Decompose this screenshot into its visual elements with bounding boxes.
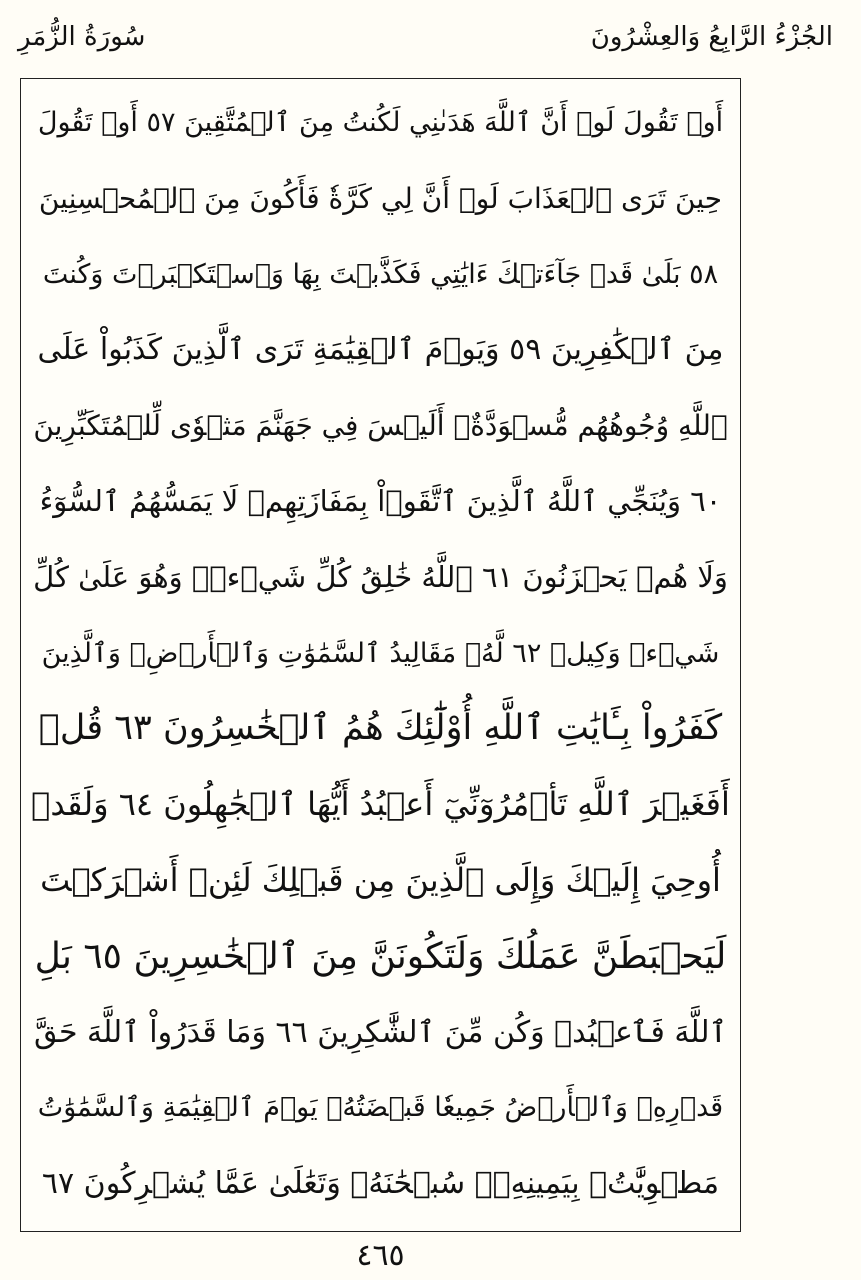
text-line: مِنَ ٱلۡكَٰفِرِينَ ٥٩ وَيَوۡمَ ٱلۡقِيَٰمَةِ تَرَى ٱلَّذِينَ كَذَبُواْ عَلَى <box>37 332 724 368</box>
text-line: أَوۡ تَقُولَ لَوۡ أَنَّ ٱللَّهَ هَدَىٰنِي لَكُنتُ مِنَ ٱلۡمُتَّقِينَ ٥٧ أَوۡ تَقُولَ <box>37 107 724 138</box>
text-line: ٱللَّهَ فَٱعۡبُدۡ وَكُن مِّنَ ٱلشَّٰكِرِينَ ٦٦ وَمَا قَدَرُواْ ٱللَّهَ حَقَّ <box>33 1014 728 1050</box>
text-line: شَيۡءٖ وَكِيلٞ ٦٢ لَّهُۥ مَقَالِيدُ ٱلسَّمَٰوَٰتِ وَٱلۡأَرۡضِۗ وَٱلَّذِينَ <box>41 637 720 669</box>
text-line: أَفَغَيۡرَ ٱللَّهِ تَأۡمُرُوٓنِّيٓ أَعۡبُدُ أَيُّهَا ٱلۡجَٰهِلُونَ ٦٤ وَلَقَدۡ <box>31 785 730 824</box>
page-number: ٤٦٥ <box>356 1238 405 1273</box>
juz-name: الجُزْءُ الرَّابِعُ وَالعِشْرُونَ <box>590 22 833 52</box>
text-line: لَيَحۡبَطَنَّ عَمَلُكَ وَلَتَكُونَنَّ مِنَ ٱلۡخَٰسِرِينَ ٦٥ بَلِ <box>34 935 727 977</box>
text-line: وَلَا هُمۡ يَحۡزَنُونَ ٦١ ٱللَّهُ خَٰلِقُ كُلِّ شَيۡءٖۖ وَهُوَ عَلَىٰ كُلِّ <box>33 559 728 594</box>
verse-lines <box>21 85 740 1222</box>
text-line: حِينَ تَرَى ٱلۡعَذَابَ لَوۡ أَنَّ لِي كَرَّةٗ فَأَكُونَ مِنَ ٱلۡمُحۡسِنِينَ <box>38 181 723 215</box>
text-line: ٦٠ وَيُنَجِّي ٱللَّهُ ٱلَّذِينَ ٱتَّقَوۡاْ بِمَفَازَتِهِمۡ لَا يَمَسُّهُمُ ٱلسُّوٓءُ <box>39 483 722 518</box>
text-line: ٱللَّهِ وُجُوهُهُم مُّسۡوَدَّةٌۚ أَلَيۡسَ فِي جَهَنَّمَ مَثۡوٗى لِّلۡمُتَكَبِّرِينَ <box>33 409 728 443</box>
text-frame <box>20 78 741 1232</box>
text-line: ٥٨ بَلَىٰ قَدۡ جَآءَتۡكَ ءَايَٰتِي فَكَذَّبۡتَ بِهَا وَٱسۡتَكۡبَرۡتَ وَكُنتَ <box>42 258 719 290</box>
text-line: قَدۡرِهِۦ وَٱلۡأَرۡضُ جَمِيعٗا قَبۡضَتُهُۥ يَوۡمَ ٱلۡقِيَٰمَةِ وَٱلسَّمَٰوَٰتُ <box>37 1092 724 1124</box>
text-line: مَطۡوِيَّٰتُۢ بِيَمِينِهِۦۚ سُبۡحَٰنَهُۥ وَتَعَٰلَىٰ عَمَّا يُشۡرِكُونَ ٦٧ <box>41 1166 720 1202</box>
text-line: أُوحِيَ إِلَيۡكَ وَإِلَى ٱلَّذِينَ مِن قَبۡلِكَ لَئِنۡ أَشۡرَكۡتَ <box>40 860 721 899</box>
surah-name: سُورَةُ الزُّمَرِ <box>18 22 146 52</box>
text-line: كَفَرُواْ بِـَٔايَٰتِ ٱللَّهِ أُوْلَٰٓئِكَ هُمُ ٱلۡخَٰسِرُونَ ٦٣ قُلۡ <box>38 708 723 749</box>
page-header <box>18 14 833 60</box>
